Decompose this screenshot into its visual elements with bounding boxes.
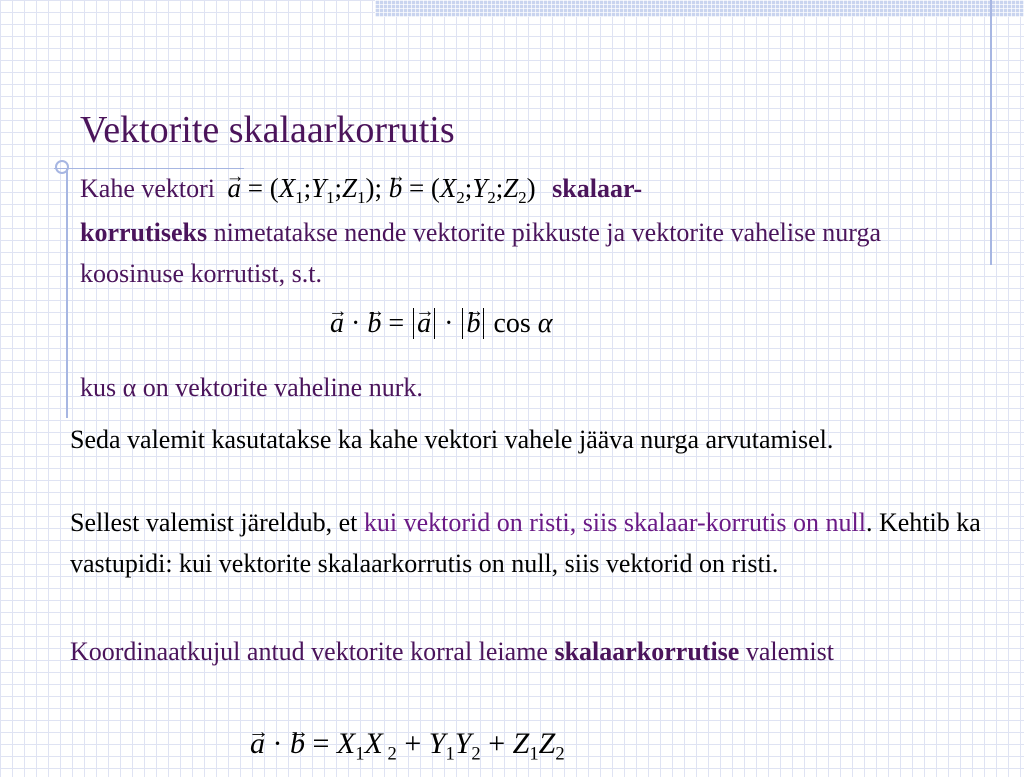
slide-title: Vektorite skalaarkorrutis bbox=[80, 109, 455, 151]
top-decorative-bar bbox=[375, 0, 1024, 17]
paragraph-orthogonality bbox=[70, 502, 990, 584]
definition-text bbox=[80, 212, 980, 294]
para3-suffix: valemist bbox=[739, 637, 834, 666]
vector-definition-formula: → $a = (X_1;Y_1;Z_1)$; → $b = (X_2;Y_2;Z_2)$ bbox=[228, 173, 536, 203]
coordinate-dot-product-formula: → a · → $b = X_1X$ $_2 + Y_1Y_2 + Z_1Z_2$ bbox=[250, 722, 565, 777]
para3-prefix: Koordinaatkujul antud vektorite korral leiame bbox=[70, 637, 555, 666]
para2-prefix: Sellest valemist järeldub, et bbox=[70, 508, 364, 537]
angle-explanation: kus α on vektorite vaheline nurk. bbox=[80, 373, 423, 402]
paragraph-coordinate-form bbox=[70, 631, 990, 672]
decorative-vertical-line-left bbox=[66, 168, 68, 418]
decorative-vertical-line-right bbox=[990, 0, 992, 265]
decorative-circle bbox=[55, 160, 69, 174]
definition-term-part2: korrutiseks bbox=[80, 218, 208, 247]
para3-bold-term: skalaarkorrutise bbox=[554, 637, 740, 666]
definition-term-part1: skalaar- bbox=[552, 174, 643, 203]
intro-line bbox=[80, 168, 980, 218]
paragraph-angle-usage: Seda valemit kasutatakse ka kahe vektori vahele jääva nurga arvutamisel. bbox=[70, 425, 834, 454]
para2-suffix: . Kehtib ka vastupidi: kui vektorite skalaarkorrutis on null, siis vektorid on risti. bbox=[70, 508, 981, 578]
para2-highlight: kui vektorid on risti, siis skalaar-korrutis on null bbox=[363, 508, 866, 537]
intro-prefix: Kahe vektori bbox=[80, 174, 216, 203]
dot-product-formula: → a · → b = → a · → b cos α bbox=[330, 302, 552, 346]
definition-rest: nimetatakse nende vektorite pikkuste ja vektorite vahelise nurga koosinuse korrutist, s.t. bbox=[80, 218, 881, 288]
